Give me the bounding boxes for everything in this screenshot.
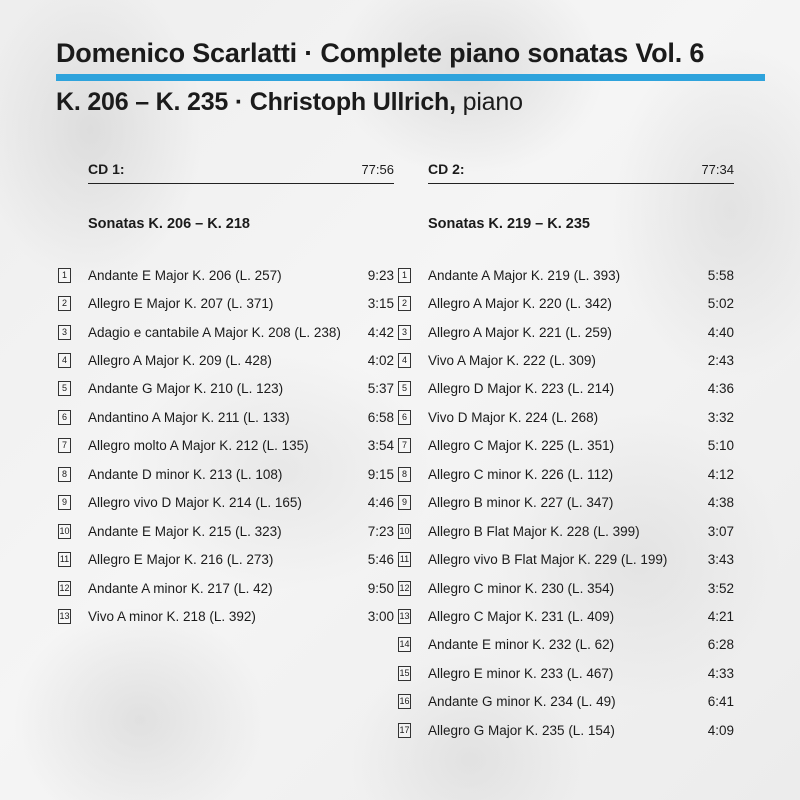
track-duration: 3:00 bbox=[367, 608, 394, 624]
track-title: Andante D minor K. 213 (L. 108) bbox=[88, 466, 283, 482]
track-duration: 9:23 bbox=[367, 267, 394, 283]
track-number-box: 8 bbox=[58, 467, 71, 482]
track-row bbox=[58, 346, 394, 374]
cd1-column bbox=[59, 161, 394, 624]
cd1-total-time: 77:56 bbox=[361, 162, 394, 177]
track-row bbox=[398, 289, 734, 317]
track-title: Andante A Major K. 219 (L. 393) bbox=[428, 267, 621, 283]
track-duration: 7:23 bbox=[367, 523, 394, 539]
track-row bbox=[398, 688, 734, 716]
track-title: Allegro B minor K. 227 (L. 347) bbox=[428, 495, 614, 511]
track-duration: 4:38 bbox=[707, 495, 734, 511]
track-duration: 3:52 bbox=[707, 580, 734, 596]
track-title: Allegro D Major K. 223 (L. 214) bbox=[428, 381, 615, 397]
track-number-box: 7 bbox=[398, 438, 411, 453]
track-duration: 9:50 bbox=[367, 580, 394, 596]
track-title: Allegro B Flat Major K. 228 (L. 399) bbox=[428, 523, 640, 539]
track-number-box: 3 bbox=[398, 325, 411, 340]
cd2-total-time: 77:34 bbox=[701, 162, 734, 177]
track-number-box: 11 bbox=[58, 552, 71, 567]
track-number-box: 10 bbox=[398, 524, 411, 539]
track-number-box: 6 bbox=[398, 410, 411, 425]
track-row bbox=[398, 460, 734, 488]
cd2-track-list bbox=[398, 261, 734, 744]
cd2-label: CD 2: bbox=[428, 161, 465, 177]
track-duration: 3:43 bbox=[707, 552, 734, 568]
track-row bbox=[398, 261, 734, 289]
track-number-box: 17 bbox=[398, 723, 411, 738]
track-number-box: 14 bbox=[398, 637, 411, 652]
cd1-header bbox=[88, 161, 394, 184]
track-duration: 5:46 bbox=[367, 552, 394, 568]
track-number-box: 4 bbox=[58, 353, 71, 368]
track-row bbox=[398, 375, 734, 403]
track-number-box: 13 bbox=[58, 609, 71, 624]
cd2-column bbox=[399, 161, 734, 738]
track-title: Vivo D Major K. 224 (L. 268) bbox=[428, 409, 599, 425]
track-duration: 6:28 bbox=[707, 637, 734, 653]
track-duration: 3:32 bbox=[707, 409, 734, 425]
track-number-box: 16 bbox=[398, 694, 411, 709]
track-number-box: 15 bbox=[398, 666, 411, 681]
track-row bbox=[398, 602, 734, 630]
track-duration: 4:09 bbox=[707, 722, 734, 738]
track-title: Vivo A Major K. 222 (L. 309) bbox=[428, 353, 596, 369]
track-row bbox=[398, 403, 734, 431]
track-row bbox=[58, 403, 394, 431]
track-row bbox=[58, 574, 394, 602]
track-number-box: 3 bbox=[58, 325, 71, 340]
track-title: Andante A minor K. 217 (L. 42) bbox=[88, 580, 273, 596]
track-duration: 3:07 bbox=[707, 523, 734, 539]
track-title: Andante G minor K. 234 (L. 49) bbox=[428, 694, 616, 710]
track-duration: 4:46 bbox=[367, 495, 394, 511]
track-duration: 5:02 bbox=[707, 296, 734, 312]
track-title: Allegro vivo B Flat Major K. 229 (L. 199) bbox=[428, 552, 668, 568]
track-number-box: 1 bbox=[398, 268, 411, 283]
track-duration: 3:15 bbox=[367, 296, 394, 312]
track-duration: 4:21 bbox=[707, 608, 734, 624]
track-title: Allegro C Major K. 225 (L. 351) bbox=[428, 438, 615, 454]
track-duration: 9:15 bbox=[367, 466, 394, 482]
track-row bbox=[398, 432, 734, 460]
track-number-box: 7 bbox=[58, 438, 71, 453]
track-row bbox=[398, 574, 734, 602]
track-number-box: 9 bbox=[58, 495, 71, 510]
album-subtitle bbox=[56, 88, 523, 117]
track-number-box: 5 bbox=[398, 381, 411, 396]
track-duration: 5:37 bbox=[367, 381, 394, 397]
track-number-box: 1 bbox=[58, 268, 71, 283]
track-title: Allegro E Major K. 216 (L. 273) bbox=[88, 552, 274, 568]
track-row bbox=[58, 489, 394, 517]
track-title: Allegro E minor K. 233 (L. 467) bbox=[428, 665, 614, 681]
album-title: Domenico Scarlatti · Complete piano sonatas Vol. 6 bbox=[56, 38, 705, 68]
accent-rule bbox=[56, 74, 765, 81]
track-title: Allegro A Major K. 221 (L. 259) bbox=[428, 324, 612, 340]
cd2-section-title: Sonatas K. 219 – K. 235 bbox=[428, 216, 590, 232]
track-row bbox=[398, 659, 734, 687]
track-duration: 4:42 bbox=[367, 324, 394, 340]
track-row bbox=[58, 602, 394, 630]
track-title: Andantino A Major K. 211 (L. 133) bbox=[88, 409, 290, 425]
track-number-box: 5 bbox=[58, 381, 71, 396]
track-number-box: 8 bbox=[398, 467, 411, 482]
track-row bbox=[58, 261, 394, 289]
track-duration: 2:43 bbox=[707, 353, 734, 369]
track-number-box: 2 bbox=[398, 296, 411, 311]
track-duration: 5:58 bbox=[707, 267, 734, 283]
cd1-section-title: Sonatas K. 206 – K. 218 bbox=[88, 216, 250, 232]
track-number-box: 2 bbox=[58, 296, 71, 311]
track-row bbox=[398, 716, 734, 744]
track-title: Allegro C Major K. 231 (L. 409) bbox=[428, 608, 615, 624]
track-duration: 5:10 bbox=[707, 438, 734, 454]
track-row bbox=[398, 631, 734, 659]
track-row bbox=[398, 545, 734, 573]
track-title: Andante E Major K. 215 (L. 323) bbox=[88, 523, 282, 539]
track-row bbox=[58, 460, 394, 488]
track-title: Allegro vivo D Major K. 214 (L. 165) bbox=[88, 495, 302, 511]
track-row bbox=[58, 375, 394, 403]
track-number-box: 12 bbox=[58, 581, 71, 596]
track-number-box: 4 bbox=[398, 353, 411, 368]
track-title: Allegro G Major K. 235 (L. 154) bbox=[428, 722, 615, 738]
track-duration: 4:33 bbox=[707, 665, 734, 681]
track-row bbox=[58, 318, 394, 346]
track-title: Allegro E Major K. 207 (L. 371) bbox=[88, 296, 274, 312]
track-duration: 3:54 bbox=[367, 438, 394, 454]
track-title: Allegro C minor K. 226 (L. 112) bbox=[428, 466, 614, 482]
track-row bbox=[58, 289, 394, 317]
subtitle-works-performer: K. 206 – K. 235 · Christoph Ullrich, bbox=[56, 88, 456, 116]
track-title: Vivo A minor K. 218 (L. 392) bbox=[88, 608, 256, 624]
track-row bbox=[398, 517, 734, 545]
track-duration: 4:40 bbox=[707, 324, 734, 340]
track-title: Adagio e cantabile A Major K. 208 (L. 238) bbox=[88, 324, 341, 340]
track-duration: 4:36 bbox=[707, 381, 734, 397]
track-row bbox=[58, 545, 394, 573]
track-duration: 6:58 bbox=[367, 409, 394, 425]
track-duration: 4:12 bbox=[707, 466, 734, 482]
track-row bbox=[398, 489, 734, 517]
track-number-box: 13 bbox=[398, 609, 411, 624]
track-number-box: 6 bbox=[58, 410, 71, 425]
cd1-track-list bbox=[58, 261, 394, 631]
subtitle-instrument: piano bbox=[462, 88, 523, 116]
track-title: Allegro C minor K. 230 (L. 354) bbox=[428, 580, 615, 596]
track-duration: 6:41 bbox=[707, 694, 734, 710]
track-row bbox=[58, 517, 394, 545]
track-number-box: 11 bbox=[398, 552, 411, 567]
track-row bbox=[398, 318, 734, 346]
track-duration: 4:02 bbox=[367, 353, 394, 369]
track-number-box: 9 bbox=[398, 495, 411, 510]
cd2-header bbox=[428, 161, 734, 184]
track-title: Allegro molto A Major K. 212 (L. 135) bbox=[88, 438, 309, 454]
track-number-box: 10 bbox=[58, 524, 71, 539]
track-title: Andante E minor K. 232 (L. 62) bbox=[428, 637, 615, 653]
track-title: Allegro A Major K. 220 (L. 342) bbox=[428, 296, 612, 312]
track-title: Andante G Major K. 210 (L. 123) bbox=[88, 381, 284, 397]
track-row bbox=[398, 346, 734, 374]
track-title: Andante E Major K. 206 (L. 257) bbox=[88, 267, 282, 283]
track-row bbox=[58, 432, 394, 460]
track-number-box: 12 bbox=[398, 581, 411, 596]
track-title: Allegro A Major K. 209 (L. 428) bbox=[88, 353, 272, 369]
cd1-label: CD 1: bbox=[88, 161, 125, 177]
